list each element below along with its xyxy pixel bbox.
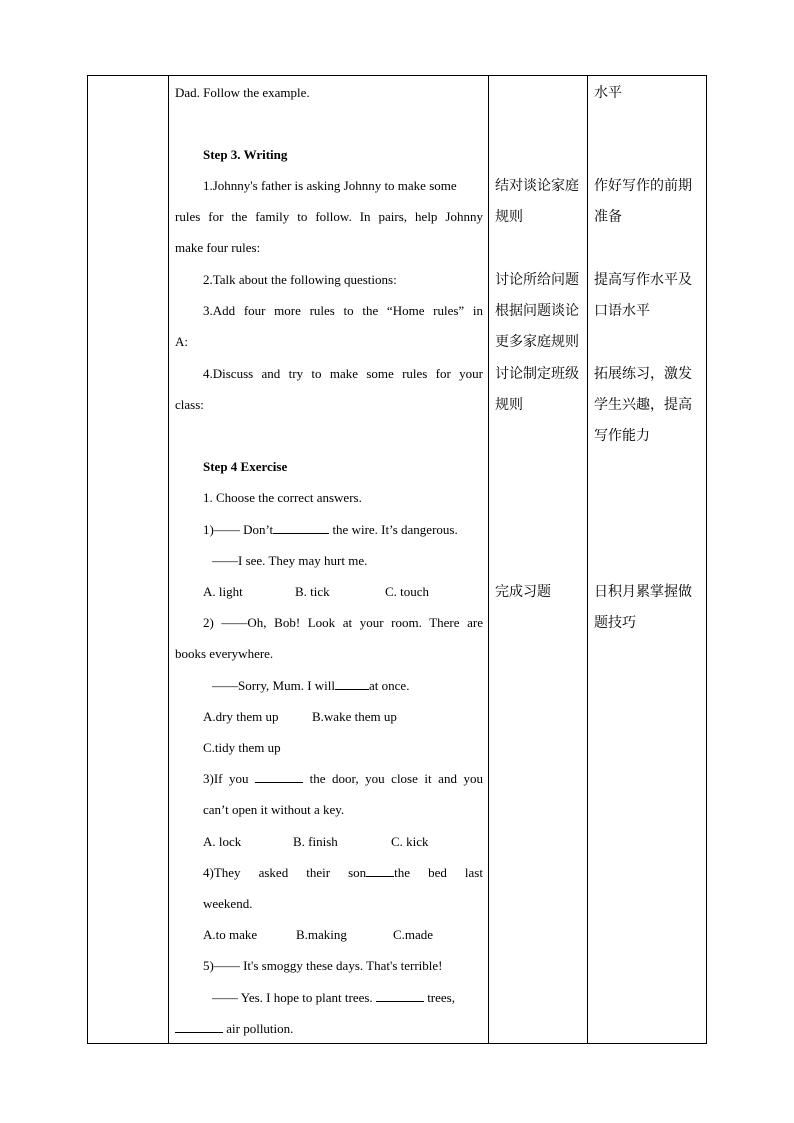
student-activity-column xyxy=(489,76,588,1043)
step3-heading: Step 3. Writing xyxy=(203,147,288,162)
answer-blank xyxy=(255,770,303,783)
activity-text: 讨论制定班级 xyxy=(495,366,579,382)
question-2-reply xyxy=(212,677,483,695)
question-text: the wire. It’s dangerous. xyxy=(329,522,458,537)
text-line: 2.Talk about the following questions: xyxy=(203,272,397,287)
text-line: A: xyxy=(175,334,188,349)
question-text: the door, you close it and you xyxy=(303,771,483,786)
option-b: B.making xyxy=(296,927,347,942)
aim-text: 提高写作水平及 xyxy=(594,272,692,288)
question-text: the bed last xyxy=(394,865,483,880)
text-line: 4.Discuss and try to make some rules for your xyxy=(203,366,483,381)
option-c: C. kick xyxy=(391,834,429,849)
text-line: class: xyxy=(175,397,204,412)
aim-text: 拓展练习，激发 xyxy=(594,366,692,382)
lesson-plan-table xyxy=(87,75,707,1044)
aim-text: 学生兴趣，提高 xyxy=(594,397,692,413)
teaching-steps-column xyxy=(169,76,489,1043)
aim-text: 题技巧 xyxy=(594,615,636,631)
activity-text: 完成习题 xyxy=(495,584,551,600)
text-line: rules for the family to follow. In pairs, help Johnny xyxy=(175,209,483,224)
option-a: A.to make xyxy=(203,927,258,942)
question-text: trees, xyxy=(423,990,455,1005)
activity-text: 结对谈论家庭 xyxy=(495,178,579,194)
question-5-line3 xyxy=(175,1020,483,1038)
design-intent-column xyxy=(588,76,706,1043)
question-text: air pollution. xyxy=(223,1021,294,1036)
question-5: 5)—— It's smoggy these days. That's terrible! xyxy=(203,958,443,973)
option-b: B. tick xyxy=(295,584,330,599)
text-line: Dad. Follow the example. xyxy=(175,85,310,100)
text-line: books everywhere. xyxy=(175,646,274,661)
option-a: A.dry them up xyxy=(203,709,279,724)
question-2: 2) ——Oh, Bob! Look at your room. There are xyxy=(203,615,483,630)
answer-blank xyxy=(376,989,424,1002)
activity-text: 规则 xyxy=(495,209,523,225)
aim-text: 水平 xyxy=(594,85,622,101)
activity-text: 更多家庭规则 xyxy=(495,334,579,350)
question-text: —— Yes. I hope to plant trees. xyxy=(212,990,373,1005)
option-a: A. light xyxy=(203,584,243,599)
text-line: 3.Add four more rules to the “Home rules” in xyxy=(203,303,483,318)
step4-heading: Step 4 Exercise xyxy=(203,459,288,474)
text-line: weekend. xyxy=(203,896,253,911)
question-text: at once. xyxy=(369,678,410,693)
aim-text: 准备 xyxy=(594,209,622,225)
question-5-reply xyxy=(212,989,483,1007)
answer-blank xyxy=(175,1020,223,1033)
left-empty-column xyxy=(88,76,168,1043)
text-line: make four rules: xyxy=(175,240,261,255)
option-c: C.made xyxy=(393,927,434,942)
text-line: 1. Choose the correct answers. xyxy=(203,490,362,505)
activity-text: 讨论所给问题 xyxy=(495,272,579,288)
question-4 xyxy=(203,864,483,882)
question-1 xyxy=(203,521,483,539)
option-a: A. lock xyxy=(203,834,242,849)
aim-text: 口语水平 xyxy=(594,303,650,319)
answer-blank xyxy=(335,677,369,690)
activity-text: 规则 xyxy=(495,397,523,413)
text-line: 1.Johnny's father is asking Johnny to make some xyxy=(203,178,457,193)
answer-blank xyxy=(366,864,394,877)
option-c: C. touch xyxy=(385,584,430,599)
activity-text: 根据问题谈论 xyxy=(495,303,579,319)
option-c: C.tidy them up xyxy=(203,740,281,755)
text-line: can’t open it without a key. xyxy=(203,802,345,817)
question-text: 3)If you xyxy=(203,771,249,786)
option-b: B.wake them up xyxy=(312,709,397,724)
question-text: 1)—— Don’t xyxy=(203,522,274,537)
answer-blank xyxy=(273,521,329,534)
question-text: ——Sorry, Mum. I will xyxy=(212,678,336,693)
question-3 xyxy=(203,770,483,788)
question-1-reply: ——I see. They may hurt me. xyxy=(212,553,368,568)
aim-text: 作好写作的前期 xyxy=(594,178,692,194)
option-b: B. finish xyxy=(293,834,338,849)
aim-text: 日积月累掌握做 xyxy=(594,584,692,600)
question-text: 4)They asked their son xyxy=(203,865,367,880)
aim-text: 写作能力 xyxy=(594,428,650,444)
